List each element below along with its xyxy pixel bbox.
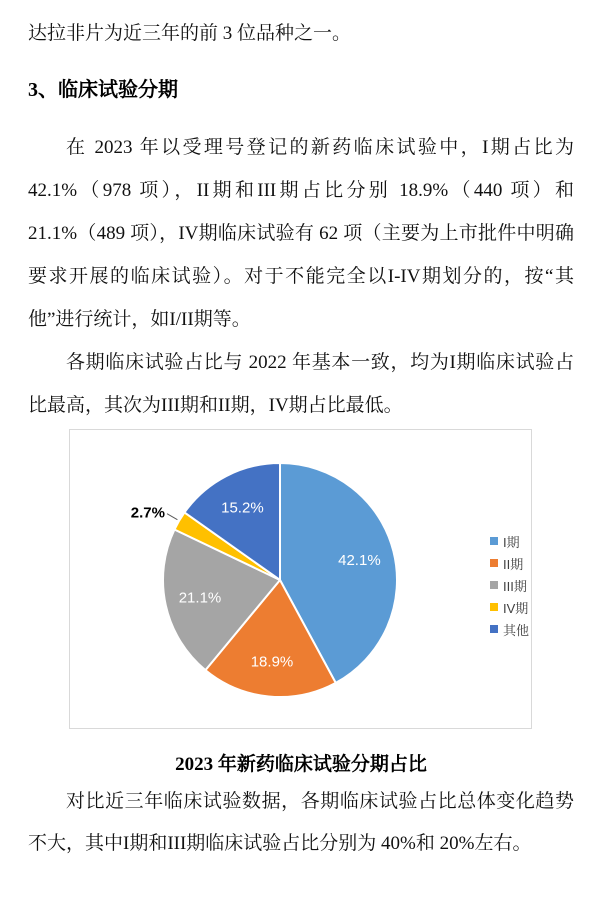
paragraph-intro: 达拉非片为近三年的前 3 位品种之一。: [28, 23, 352, 44]
legend-label: I期: [502, 534, 520, 550]
legend-item-0: [490, 530, 529, 552]
legend-swatch-icon: [490, 603, 498, 611]
paragraph-three-year-trend: 对比近三年临床试验数据，各期临床试验占比总体变化趋势不大，其中I期和III期临床试验占比分别为 40%和 20%左右。: [28, 791, 574, 854]
pie-slice-label-0: 42.1%: [338, 551, 381, 569]
legend-label: 其他: [502, 622, 529, 638]
paragraph-trial-phases: 在 2023 年以受理号登记的新药临床试验中，I期占比为 42.1%（978 项），II期和III期占比分别 18.9%（440 项）和 21.1%（489 项），IV期临床试验有 62 项（主要为上市批件中明确要求开展的临床试验）。对于不能完全以I-IV期划分的，按“其他”进行统计，如I/II期等。: [28, 137, 574, 330]
legend-item-4: [490, 618, 529, 640]
paragraph-comparison-2022: 各期临床试验占比与 2022 年基本一致，均为I期临床试验占比最高，其次为III期和II期，IV期占比最低。: [28, 352, 574, 416]
legend-swatch-icon: [490, 559, 498, 567]
label-leader-line: [167, 514, 177, 520]
legend-label: II期: [502, 556, 524, 572]
legend-swatch-icon: [490, 537, 498, 545]
pie-slice-label-1: 18.9%: [250, 653, 294, 671]
pie-slice-label-4: 15.2%: [221, 499, 264, 517]
chart-caption: 2023 年新药临床试验分期占比: [175, 754, 427, 775]
legend-swatch-icon: [490, 625, 498, 633]
legend-item-2: [490, 574, 529, 596]
pie-slice-label-3: 2.7%: [130, 504, 165, 522]
pie-slice-label-2: 21.1%: [178, 589, 222, 607]
legend-item-3: [490, 596, 529, 618]
legend-item-1: [490, 552, 529, 574]
legend-label: III期: [502, 578, 527, 594]
pie-chart-container: [69, 429, 532, 729]
legend-swatch-icon: [490, 581, 498, 589]
section-heading: 3、临床试验分期: [28, 79, 178, 101]
pie-chart-svg: [70, 430, 531, 728]
legend-label: IV期: [502, 600, 529, 616]
chart-legend: [490, 530, 529, 640]
